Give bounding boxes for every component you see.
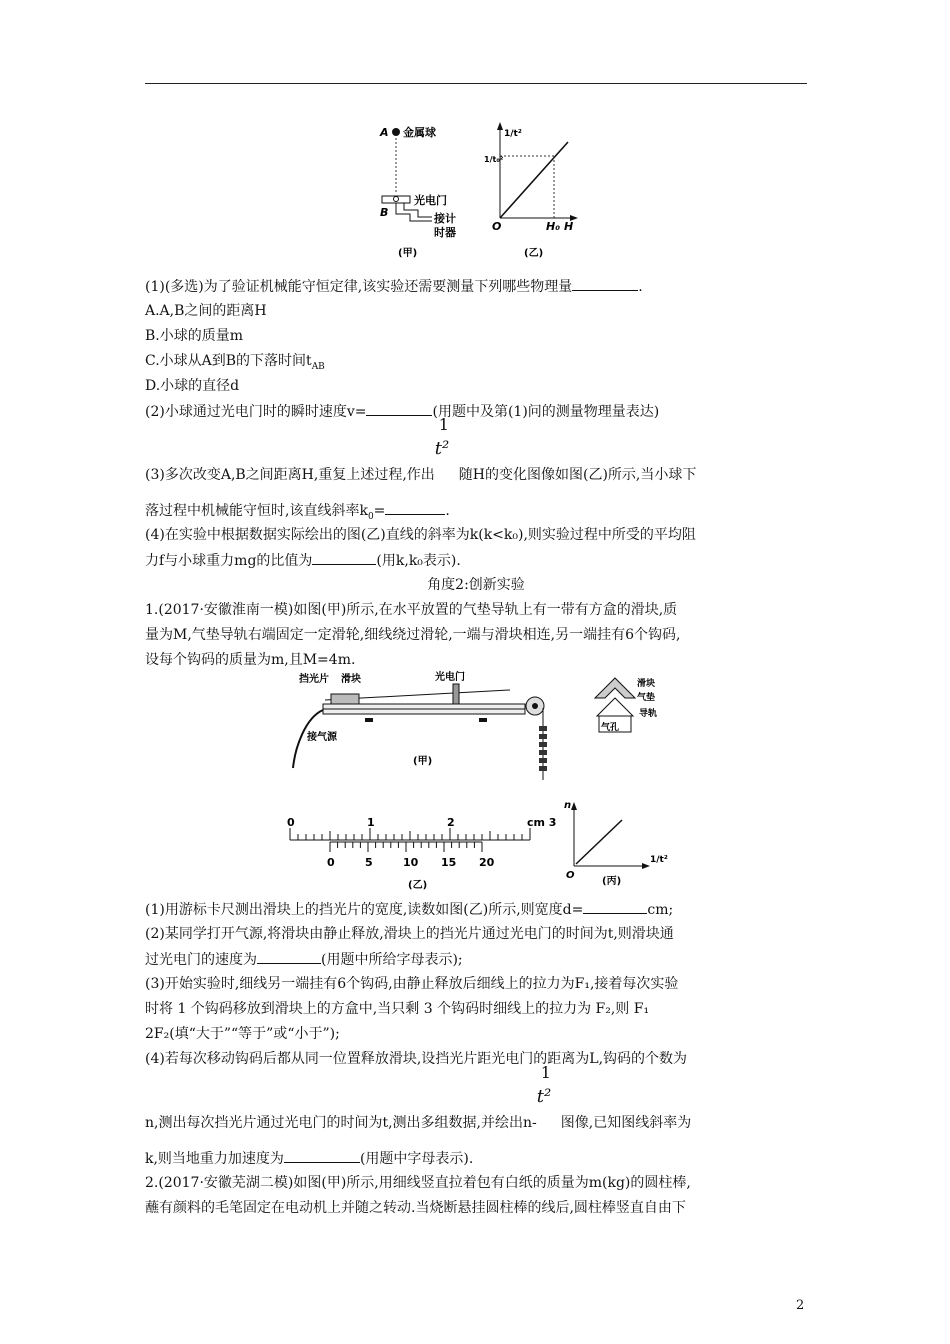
figure-2-jia <box>285 668 685 788</box>
caption-yi: (乙) <box>524 248 544 259</box>
sub-question-3-line-3: 2F₂(填“大于”“等于”或“小于”); <box>145 1026 340 1042</box>
question-3-line-1: (3)多次改变A,B之间距离H,重复上述过程,作出 1 t² 随H的变化图像如图(乙)所示,当小球下 <box>145 415 697 483</box>
label-slider: 滑块 <box>341 674 361 685</box>
option-d: D.小球的直径d <box>145 378 240 394</box>
caption-yi-2: (乙) <box>408 880 428 891</box>
inset-slider-label: 滑块 <box>637 679 656 689</box>
fraction-1-over-t2: 1 t² <box>536 1063 552 1107</box>
label-shade: 挡光片 <box>299 674 329 685</box>
label-timer-1: 接计 <box>434 212 456 225</box>
answer-blank[interactable] <box>385 500 445 515</box>
inset-hole-label: 气孔 <box>601 723 620 733</box>
problem-2-line-1: 2.(2017·安徽芜湖二模)如图(甲)所示,用细线竖直拉着包有白纸的质量为m(kg)的圆柱棒, <box>145 1175 691 1191</box>
figure-2-yi <box>280 812 557 892</box>
label-timer-2: 时器 <box>434 226 456 239</box>
figure-1-jia <box>370 118 480 263</box>
figure-1-yi <box>484 118 594 263</box>
section-title: 角度2:创新实验 <box>427 577 525 593</box>
label-air-source: 接气源 <box>307 732 337 743</box>
vernier-label: 20 <box>479 856 495 869</box>
problem-1-line-1: 1.(2017·安徽淮南一模)如图(甲)所示,在水平放置的气垫导轨上有一带有方盒的滑块,质 <box>145 602 678 618</box>
problem-1-line-2: 量为M,气垫导轨右端固定一定滑轮,细线绕过滑轮,一端与滑块相连,另一端挂有6个钩码, <box>145 627 681 643</box>
figure-2-bing <box>560 796 670 886</box>
main-scale-label: cm 3 <box>527 816 557 829</box>
label-B: B <box>380 206 389 219</box>
label-photogate: 光电门 <box>414 194 447 207</box>
metal-ball <box>392 128 400 136</box>
header-rule <box>145 83 807 84</box>
origin-label: O <box>492 220 502 233</box>
caption-jia: (甲) <box>398 248 418 259</box>
sub-question-4-line-3: k,则当地重力加速度为 (用题中字母表示). <box>145 1148 473 1169</box>
question-1: (1)(多选)为了验证机械能守恒定律,该实验还需要测量下列哪些物理量 . <box>145 276 643 297</box>
x-axis-label: H <box>564 220 574 233</box>
sub-question-2-line-2: 过光电门的速度为 (用题中所给字母表示); <box>145 949 463 970</box>
answer-blank[interactable] <box>284 1148 360 1163</box>
answer-blank[interactable] <box>257 949 321 964</box>
y-axis-label: 1/t² <box>504 129 522 139</box>
sub-question-1: (1)用游标卡尺测出滑块上的挡光片的宽度,读数如图(乙)所示,则宽度d= cm; <box>145 899 673 920</box>
problem-1-line-3: 设每个钩码的质量为m,且M=4m. <box>145 652 356 668</box>
vernier-label: 10 <box>403 856 419 869</box>
option-b: B.小球的质量m <box>145 328 244 344</box>
answer-blank[interactable] <box>572 276 638 291</box>
x-tick-label: H₀ <box>546 220 561 233</box>
question-4-line-2: 力f与小球重力mg的比值为 (用k,k₀表示). <box>145 550 461 571</box>
label-metal-ball: 金属球 <box>403 126 436 139</box>
main-scale-label: 1 <box>367 816 375 829</box>
question-4-line-1: (4)在实验中根据数据实际绘出的图(乙)直线的斜率为k(k<k₀),则实验过程中所受的平均阻 <box>145 527 696 543</box>
caption-jia-2: (甲) <box>413 756 433 767</box>
question-3-line-2: 落过程中机械能守恒时,该直线斜率$k_0=$ . <box>145 500 450 527</box>
problem-2-line-2: 蘸有颜料的毛笔固定在电动机上并随之转动.当烧断悬挂圆柱棒的线后,圆柱棒竖直自由下 <box>145 1200 686 1216</box>
vernier-label: 15 <box>441 856 457 869</box>
fraction-1-over-t2: 1 t² <box>434 415 450 459</box>
option-c: C.小球从A到B的下落时间$t_{AB}$ <box>145 353 325 372</box>
sub-question-3-line-2: 时将 1 个钩码移放到滑块上的方盒中,当只剩 3 个钩码时细线上的拉力为 F₂,则 F₁ <box>145 1001 650 1017</box>
y-tick-label: 1/t₀² <box>484 155 504 164</box>
bing-x-label: 1/t² <box>650 855 668 865</box>
slider <box>331 694 359 704</box>
label-A: A <box>380 126 389 139</box>
bing-y-label: n <box>564 800 572 811</box>
question-2: (2)小球通过光电门时的瞬时速度v= (用题中及第(1)问的测量物理量表达) <box>145 401 659 422</box>
answer-blank[interactable] <box>312 550 376 565</box>
sub-question-3-line-1: (3)开始实验时,细线另一端挂有6个钩码,由静止释放后细线上的拉力为F₁,接着每次实验 <box>145 976 679 992</box>
main-scale-label: 2 <box>447 816 455 829</box>
inset-cushion-label: 气垫 <box>637 693 656 703</box>
sub-question-4-line-1: (4)若每次移动钩码后都从同一位置释放滑块,设挡光片距光电门的距离为L,钩码的个数为 <box>145 1051 688 1067</box>
sub-question-4-line-2: n,测出每次挡光片通过光电门的时间为t,测出多组数据,并绘出n- 1 t² 图像,已知图线斜率为 <box>145 1063 692 1131</box>
page-number: 2 <box>796 1298 805 1313</box>
inset-rail-label: 导轨 <box>639 709 658 719</box>
vernier-label: 5 <box>365 856 373 869</box>
bing-origin: O <box>566 870 575 881</box>
label-photogate-2: 光电门 <box>435 672 465 683</box>
answer-blank[interactable] <box>583 899 647 914</box>
answer-blank[interactable] <box>366 401 432 416</box>
main-scale-label: 0 <box>287 816 295 829</box>
sub-question-2-line-1: (2)某同学打开气源,将滑块由静止释放,滑块上的挡光片通过光电门的时间为t,则滑块通 <box>145 926 674 942</box>
caption-bing: (丙) <box>602 876 622 887</box>
vernier-label: 0 <box>327 856 335 869</box>
option-a: A.A,B之间的距离H <box>145 303 267 319</box>
